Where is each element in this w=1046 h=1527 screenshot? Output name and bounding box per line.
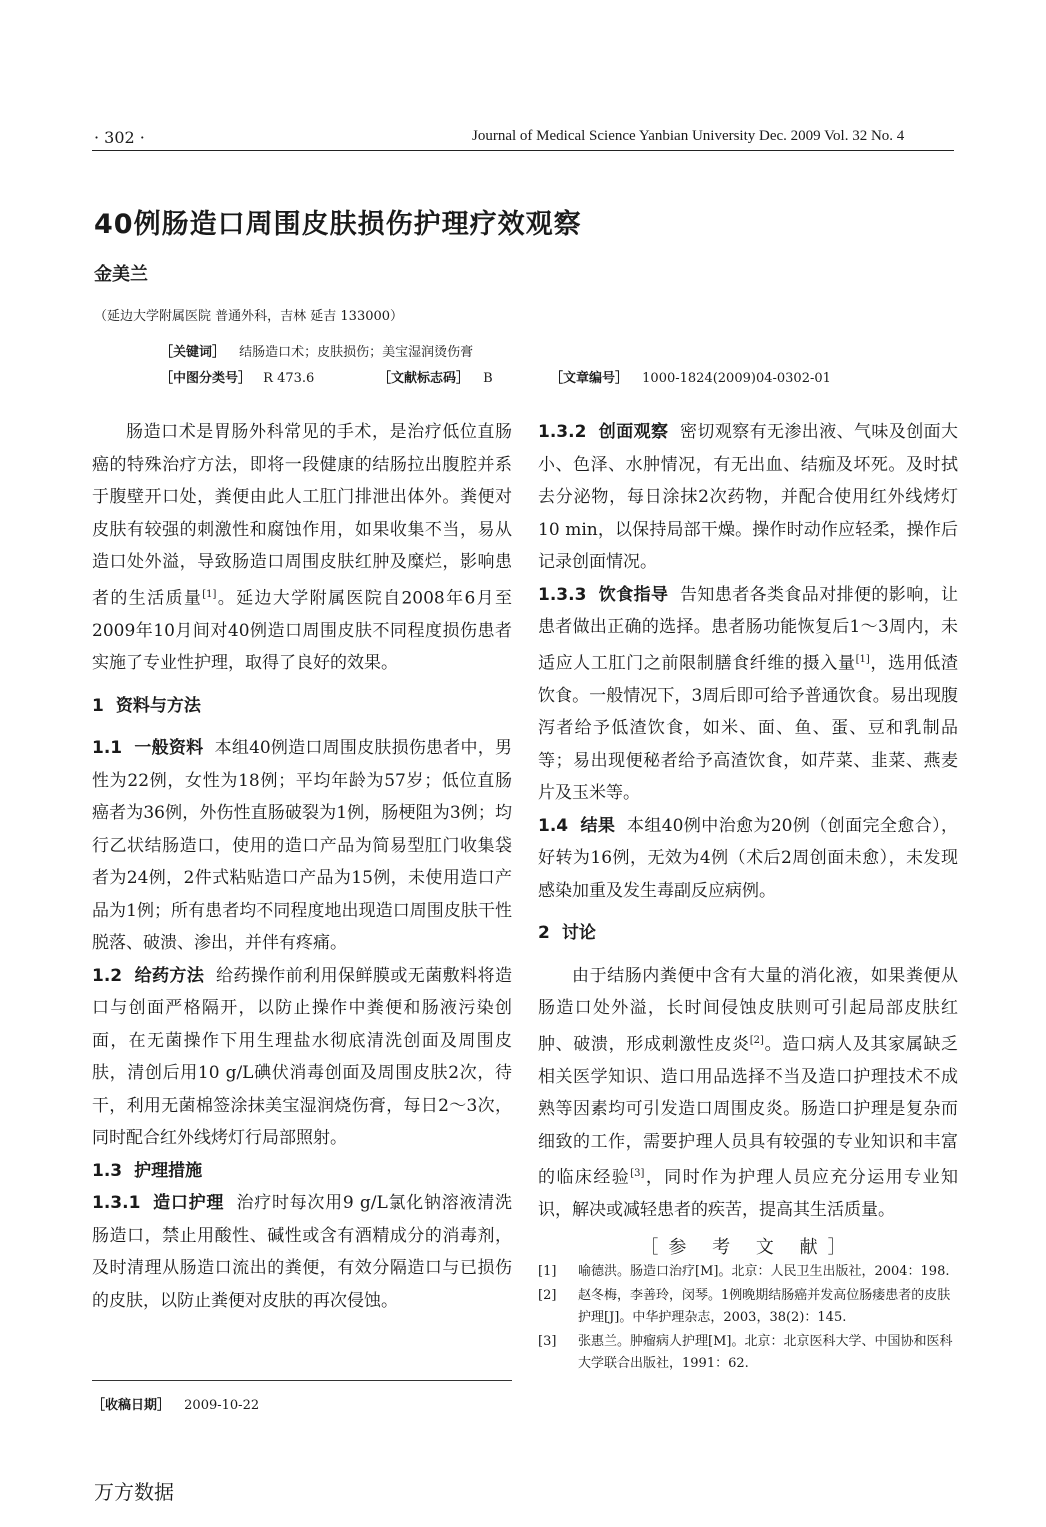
- doc-code-value: B: [483, 371, 493, 386]
- section-1-4: 1.4 结果 本组40例中治愈为20例（创面完全愈合），好转为16例，无效为4例（术后2周创面未愈），未发现感染加重及发生毒副反应病例。: [538, 815, 959, 901]
- citation: [2]: [749, 1034, 764, 1046]
- section-2-heading: 2 讨论: [538, 923, 596, 944]
- keywords-text: 结肠造口术；皮肤损伤；美宝湿润烫伤膏: [239, 345, 474, 360]
- header-rule: [92, 150, 954, 151]
- citation: [1]: [855, 653, 870, 665]
- section-1-2: 1.2 给药方法 给药操作前利用保鲜膜或无菌敷料将造口与创面严格隔开，以防止操作中粪便和肠液污染创面，在无菌操作下用生理盐水彻底清洗创面及周围皮肤，清创后用10 g/L碘伏消毒创面及周围皮肤2次，待干，利用无菌棉签涂抹美宝湿润烧伤膏，每日2～3次，同时配合红外线烤灯行局部照射。: [92, 965, 512, 1149]
- keywords-line: [160, 341, 473, 360]
- reference-item: [1] 喻德洪。肠造口治疗[M]。北京：人民卫生出版社，2004：198.: [538, 1263, 950, 1279]
- left-column: [92, 416, 512, 1317]
- page-number: · 302 ·: [94, 128, 145, 147]
- affiliation: （延边大学附属医院 普通外科，吉林 延吉 133000）: [94, 309, 404, 324]
- classification-line: [160, 367, 314, 386]
- author: 金美兰: [94, 264, 148, 285]
- classification-value: R 473.6: [263, 371, 315, 386]
- article-no-label: ［文章编号］: [550, 371, 629, 386]
- intro-paragraph: 肠造口术是胃肠外科常见的手术，是治疗低位直肠癌的特殊治疗方法，即将一段健康的结肠拉出腹腔并系于腹壁开口处，粪便由此人工肛门排泄出体外。粪便对皮肤有较强的刺激性和腐蚀作用，如果收集不当，易从造口处外溢，导致肠造口周围皮肤红肿及糜烂，影响患者的生活质量[1]。延边大学附属医院自2008年6月至2009年10月间对40例造口周围皮肤不同程度损伤患者实施了专业性护理，取得了良好的效果。: [92, 422, 512, 674]
- journal-header: Journal of Medical Science Yanbian University Dec. 2009 Vol. 32 No. 4: [472, 128, 905, 144]
- citation: [3]: [630, 1168, 645, 1180]
- reference-item: [3] 张惠兰。肿瘤病人护理[M]。北京：北京医科大学、中国协和医科大学联合出版社，1991：62.: [538, 1333, 953, 1371]
- article-title: 40例肠造口周围皮肤损伤护理疗效观察: [94, 209, 582, 240]
- section-1-heading: 1 资料与方法: [92, 695, 201, 716]
- received-label: ［收稿日期］: [92, 1398, 171, 1413]
- section-1-3-1: 1.3.1 造口护理 治疗时每次用9 g/L氯化钠溶液清洗肠造口，禁止用酸性、碱性或含有酒精成分的消毒剂，及时清理从肠造口流出的粪便，有效分隔造口与已损伤的皮肤，以防止粪便对皮肤的再次侵蚀。: [92, 1193, 513, 1311]
- footnote-rule: [92, 1380, 512, 1381]
- doc-code-line: [378, 367, 493, 386]
- section-1-3-2: 1.3.2 创面观察 密切观察有无渗出液、气味及创面大小、色泽、水肿情况，有无出血、结痂及坏死。及时拭去分泌物，每日涂抹2次药物，并配合使用红外线烤灯10 min，以保持局部干燥。操作时动作应轻柔，操作后记录创面情况。: [538, 422, 959, 572]
- keywords-label: ［关键词］: [160, 345, 226, 360]
- article-no-line: [550, 367, 831, 386]
- reference-item: [2] 赵冬梅，李善玲，闵琴。1例晚期结肠癌并发高位肠瘘患者的皮肤护理[J]。中华护理杂志，2003，38(2)：145.: [538, 1287, 951, 1325]
- section-1-3-heading: 1.3 护理措施: [92, 1160, 203, 1181]
- received-date: [92, 1394, 259, 1413]
- article-no-value: 1000-1824(2009)04-0302-01: [642, 371, 831, 386]
- classification-label: ［中图分类号］: [160, 371, 252, 386]
- references-heading: ［参 考 文 献］: [640, 1236, 856, 1258]
- received-value: 2009-10-22: [184, 1398, 260, 1413]
- right-column: [538, 416, 958, 1377]
- section-1-1: 1.1 一般资料 本组40例造口周围皮肤损伤患者中，男性为22例，女性为18例；平均年龄为57岁；低位直肠癌者为36例，外伤性直肠破裂为1例，肠梗阻为3例；均行乙状结肠造口，使用的造口产品为简易型肛门收集袋者为24例，2件式粘贴造口产品为15例，未使用造口产品为1例；所有患者均不同程度地出现造口周围皮肤干性脱落、破溃、渗出，并伴有疼痛。: [92, 738, 512, 954]
- section-1-3-3: 1.3.3 饮食指导 告知患者各类食品对排便的影响，让患者做出正确的选择。患者肠功能恢复后1～3周内，未适应人工肛门之前限制膳食纤维的摄入量[1]，选用低渣饮食。一般情况下，3周后即可给予普通饮食。易出现腹泻者给予低渣饮食，如米、面、鱼、蛋、豆和乳制品等；易出现便秘者给予高渣饮食，如芹菜、韭菜、燕麦片及玉米等。: [538, 584, 959, 804]
- discussion-paragraph: 由于结肠内粪便中含有大量的消化液，如果粪便从肠造口处外溢，长时间侵蚀皮肤则可引起局部皮肤红肿、破溃，形成刺激性皮炎[2]。造口病人及其家属缺乏相关医学知识、造口用品选择不当及造口护理技术不成熟等因素均可引发造口周围皮炎。肠造口护理是复杂而细致的工作，需要护理人员具有较强的专业知识和丰富的临床经验[3]，同时作为护理人员应充分运用专业知识，解决或减轻患者的疾苦，提高其生活质量。: [538, 965, 959, 1221]
- watermark-text: 万方数据: [94, 1480, 174, 1504]
- citation: [1]: [202, 588, 217, 600]
- doc-code-label: ［文献标志码］: [378, 371, 470, 386]
